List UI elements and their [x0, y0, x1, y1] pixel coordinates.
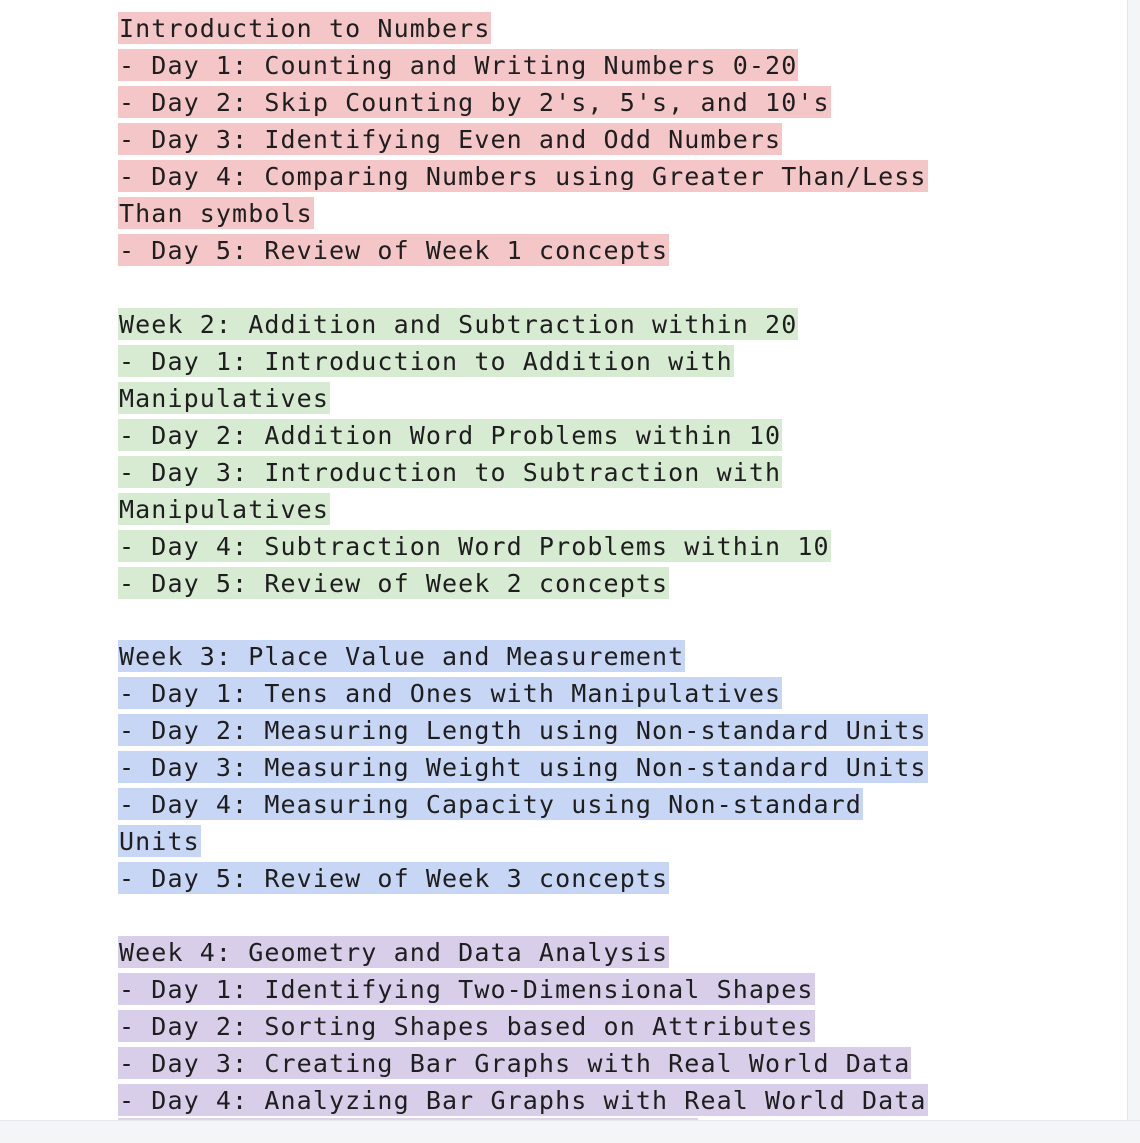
list-item — [118, 675, 978, 712]
page-bottom-edge — [0, 1120, 1140, 1143]
highlighted-text: - Day 3: Identifying Even and Odd Numbers — [119, 125, 782, 154]
highlighted-text: - Day 1: Tens and Ones with Manipulatives — [119, 679, 782, 708]
list-item — [118, 565, 978, 602]
highlighted-text: Manipulatives — [119, 383, 329, 413]
list-item — [118, 84, 978, 121]
highlighted-text: - Day 5: Review of Week 3 concepts — [119, 864, 669, 893]
list-item — [118, 121, 978, 158]
section-heading — [118, 638, 978, 675]
highlighted-text: Week 2: Addition and Subtraction within 20 — [119, 309, 798, 339]
list-item — [118, 971, 978, 1008]
list-item — [118, 343, 978, 380]
highlighted-text: - Day 2: Measuring Length using Non-standard Units — [119, 716, 927, 745]
highlighted-text: - Day 4: Analyzing Bar Graphs with Real World Data — [119, 1085, 927, 1115]
highlighted-text: - Day 4: Measuring Capacity using Non-standard — [119, 790, 862, 819]
highlighted-text: Week 4: Geometry and Data Analysis — [119, 937, 669, 967]
highlighted-text: - Day 4: Comparing Numbers using Greater Than/Less — [119, 162, 927, 191]
list-item-continuation — [118, 823, 978, 860]
list-item-continuation — [118, 195, 978, 232]
section-heading — [118, 934, 978, 971]
section-week-2 — [118, 306, 978, 602]
highlighted-text: Units — [119, 827, 200, 856]
highlighted-text: - Day 5: Review of Week 1 concepts — [119, 236, 669, 265]
section-heading — [118, 10, 978, 47]
section-heading — [118, 306, 978, 343]
highlighted-text: - Day 2: Skip Counting by 2's, 5's, and 10's — [119, 88, 830, 117]
lesson-plan-text — [118, 10, 978, 1119]
section-week-4 — [118, 934, 978, 1119]
section-week-3 — [118, 638, 978, 897]
list-item — [118, 454, 978, 491]
list-item-continuation — [118, 380, 978, 417]
highlighted-text: - Day 4: Subtraction Word Problems within 10 — [119, 531, 830, 561]
highlighted-text: - Day 2: Addition Word Problems within 10 — [119, 420, 782, 450]
section-introduction-to-numbers — [118, 10, 978, 269]
highlighted-text: - Day 1: Introduction to Addition with — [119, 346, 733, 376]
list-item — [118, 1082, 978, 1119]
list-item — [118, 1008, 978, 1045]
highlighted-text: - Day 1: Identifying Two-Dimensional Shapes — [119, 974, 814, 1004]
highlighted-text: Introduction to Numbers — [119, 14, 491, 43]
list-item — [118, 47, 978, 84]
list-item — [118, 158, 978, 195]
list-item — [118, 749, 978, 786]
highlighted-text: - Day 3: Introduction to Subtraction with — [119, 457, 782, 487]
list-item — [118, 786, 978, 823]
list-item — [118, 860, 978, 897]
highlighted-text: Week 3: Place Value and Measurement — [119, 642, 685, 671]
list-item — [118, 232, 978, 269]
list-item-continuation — [118, 491, 978, 528]
highlighted-text: - Day 2: Sorting Shapes based on Attributes — [119, 1011, 814, 1041]
highlighted-text: Than symbols — [119, 199, 313, 228]
highlighted-text: - Day 1: Counting and Writing Numbers 0-20 — [119, 51, 798, 80]
list-item — [118, 417, 978, 454]
scrollbar-track[interactable] — [1127, 0, 1140, 1143]
list-item — [118, 1045, 978, 1082]
highlighted-text: - Day 5: Review of Week 2 concepts — [119, 568, 669, 598]
highlighted-text: Manipulatives — [119, 494, 329, 524]
highlighted-text: - Day 3: Creating Bar Graphs with Real World Data — [119, 1048, 911, 1078]
list-item — [118, 528, 978, 565]
highlighted-text: - Day 3: Measuring Weight using Non-standard Units — [119, 753, 927, 782]
list-item — [118, 712, 978, 749]
